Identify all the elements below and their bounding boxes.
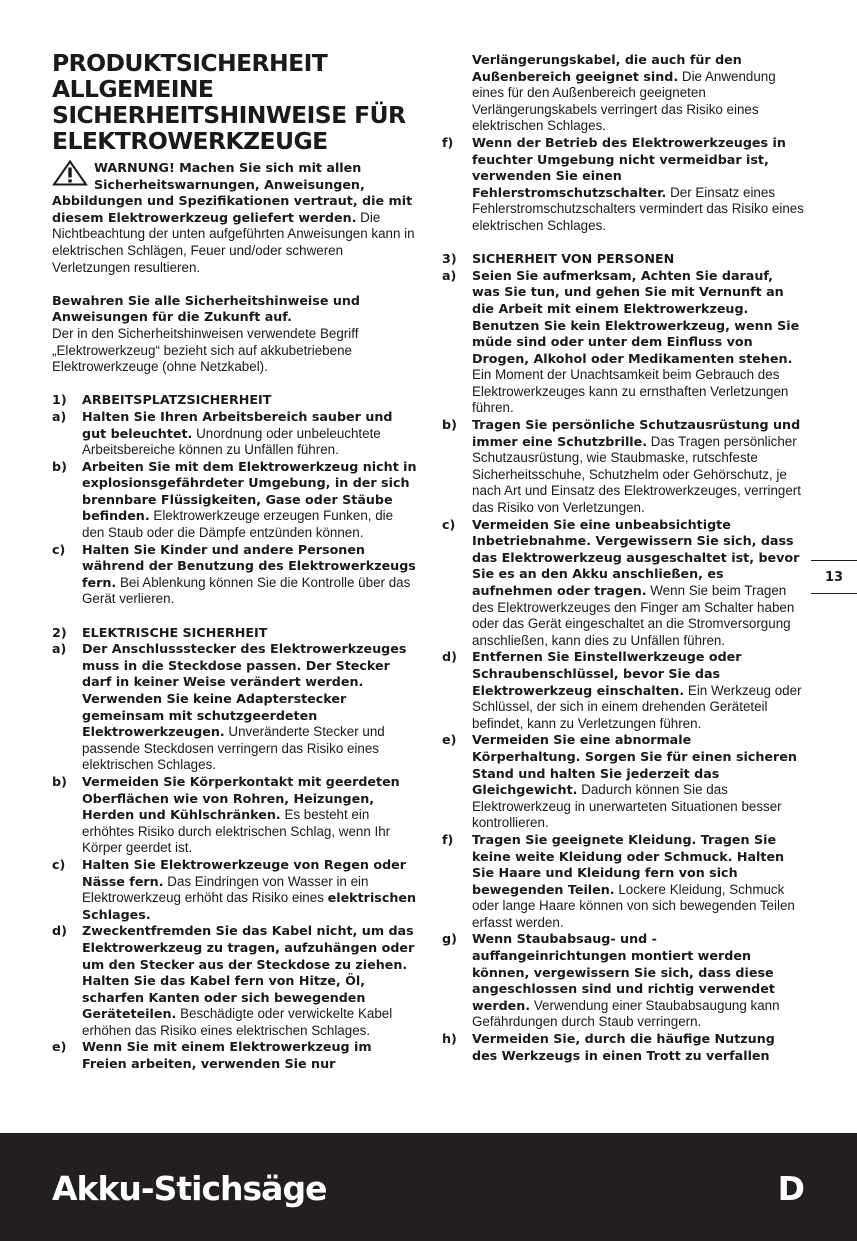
item-bold: Arbeiten Sie mit dem Elektrowerkzeug nicht in explosionsgefährdeter Umgebung, in der sich brennbare Flüssigkeiten, Gase oder Stäube befinden. <box>82 458 417 524</box>
section-number: 2) <box>52 624 67 640</box>
list-item <box>442 417 804 517</box>
item-bold: Wenn Sie mit einem Elektrowerkzeug im Freien arbeiten, verwenden Sie nur <box>82 1039 372 1072</box>
list-item <box>52 1039 418 1072</box>
item-bold: Tragen Sie geeignete Kleidung. Tragen Sie keine weite Kleidung oder Schmuck. Halten Sie Haare und Kleidung fern von sich bewegenden Teilen. <box>472 831 785 897</box>
item-text: Ein Werkzeug oder Schlüssel, der sich in einem drehenden Geräteteil befindet, kann zu Verletzungen führen. <box>472 682 802 731</box>
list-item <box>442 268 804 417</box>
section-title: ELEKTRISCHE SICHERHEIT <box>82 624 268 640</box>
item-bold: Halten Sie Elektrowerkzeuge von Regen oder Nässe fern. <box>82 856 407 889</box>
list-item <box>52 923 418 1039</box>
item-text: Die Anwendung eines für den Außenbereich geeigneten Verlängerungskabels verringert das Risiko eines elektrischen Schlages. <box>472 68 776 134</box>
keep-paragraph <box>52 293 418 376</box>
item-bold: Vermeiden Sie, durch die häufige Nutzung des Werkzeugs in einen Trott zu verfallen <box>472 1031 775 1063</box>
left-column <box>52 50 418 1073</box>
item-bold: Verlängerungskabel, die auch für den Außenbereich geeignet sind. <box>472 52 742 84</box>
item-text: Das Eindringen von Wasser in ein Elektrowerkzeug erhöht das Risiko eines <box>82 873 369 906</box>
list-item <box>442 517 804 650</box>
item-marker: f) <box>442 134 454 150</box>
item-bold: Wenn der Betrieb des Elektrowerkzeuges in feuchter Umgebung nicht vermeidbar ist, verwenden Sie einen Fehlerstromschutzschalter. <box>472 134 786 200</box>
item-text: Unveränderte Stecker und passende Steckdosen verringern das Risiko eines elektrischen Schlages. <box>82 724 385 773</box>
item-text: Ein Moment der Unachtsamkeit beim Gebrauch des Elektrowerkzeuges kann zu ernsthaften Verletzungen führen. <box>472 367 789 416</box>
page-number: 13 <box>811 560 857 594</box>
item-marker: e) <box>442 732 457 748</box>
keep-bold: Bewahren Sie alle Sicherheitshinweise und Anweisungen für die Zukunft auf. <box>52 292 361 325</box>
list-item <box>442 649 804 732</box>
page-title: PRODUKTSICHERHEIT ALLGEMEINE SICHERHEITSHINWEISE FÜR ELEKTROWERKZEUGE <box>52 49 406 155</box>
item-bold: Seien Sie aufmerksam, Achten Sie darauf, was Sie tun, und gehen Sie mit Vernunft an die Arbeit mit einem Elektrowerkzeug. Benutzen Sie kein Elektrowerkzeug, wenn Sie müde sind oder unter dem Einfluss von Drogen, Alkohol oder Medikamenten stehen. <box>472 267 800 366</box>
item-text: Dadurch können Sie das Elektrowerkzeug in unerwarteten Situationen besser kontrollieren. <box>472 782 782 831</box>
list-item <box>52 542 418 608</box>
item-text: Beschädigte oder verwickelte Kabel erhöhen das Risiko eines elektrischen Schlages. <box>82 1006 393 1038</box>
item-marker: c) <box>52 541 66 557</box>
item-marker: h) <box>442 1031 457 1047</box>
warning-triangle-icon <box>52 160 88 186</box>
item-bold-end: elektrischen Schlages. <box>82 890 417 922</box>
section-title: SICHERHEIT VON PERSONEN <box>472 251 675 267</box>
warning-paragraph <box>52 160 418 276</box>
item-marker: d) <box>52 923 67 939</box>
item-text: Der Einsatz eines Fehlerstromschutzschalters vermindert das Risiko eines elektrischen Schlages. <box>472 184 804 233</box>
item-marker: e) <box>52 1039 67 1055</box>
list-item <box>442 135 804 235</box>
item-text: Es besteht ein erhöhtes Risiko durch elektrischen Schlag, wenn Ihr Körper geerdet ist. <box>82 807 391 856</box>
footer-language-code: D <box>777 1169 805 1208</box>
section-number: 1) <box>52 392 67 408</box>
item-bold: Halten Sie Ihren Arbeitsbereich sauber und gut beleuchtet. <box>82 408 393 441</box>
item-marker: a) <box>442 267 457 283</box>
item-text: Verwendung einer Staubabsaugung kann Gefährdungen durch Staub verringern. <box>472 997 780 1030</box>
list-item <box>442 732 804 832</box>
list-item <box>442 1031 804 1064</box>
item-marker: a) <box>52 408 67 424</box>
section-number: 3) <box>442 251 457 267</box>
list-item <box>52 409 418 459</box>
section-heading-1 <box>52 392 418 409</box>
item-bold: Tragen Sie persönliche Schutzausrüstung und immer eine Schutzbrille. <box>472 417 801 449</box>
item-marker: g) <box>442 931 457 947</box>
warning-bold: WARNUNG! Machen Sie sich mit allen Sicherheitswarnungen, Anweisungen, Abbildungen und Spezifikationen vertraut, die mit diesem Elektrowerkzeug geliefert werden. <box>52 160 413 225</box>
item-bold: Halten Sie Kinder und andere Personen während der Benutzung des Elektrowerkzeugs fern. <box>82 541 416 590</box>
item-bold: Vermeiden Sie Körperkontakt mit geerdeten Oberflächen wie von Rohren, Heizungen, Herden und Kühlschränken. <box>82 773 400 823</box>
item-marker: c) <box>52 856 66 872</box>
footer-bar <box>0 1133 857 1241</box>
item-marker: a) <box>52 641 67 657</box>
item-bold: Wenn Staubabsaug- und -auffangeinrichtungen montiert werden können, vergewissern Sie sich, dass diese angeschlossen sind und richtig verwendet werden. <box>472 931 775 1013</box>
item-text: Unordnung oder unbeleuchtete Arbeitsbereiche können zu Unfällen führen. <box>82 425 381 458</box>
item-text: Das Tragen persönlicher Schutzausrüstung, wie Staubmaske, rutschfeste Sicherheitsschuhe, Schutzhelm oder Gehörschutz, je nach Art und Einsatz des Elektrowerkzeuges, verringert das Risiko von Verletzungen. <box>472 433 801 516</box>
item-marker: c) <box>442 516 456 532</box>
item-marker: f) <box>442 831 454 847</box>
item-text: Lockere Kleidung, Schmuck oder lange Haare können von sich bewegenden Teilen erfasst werden. <box>472 881 795 930</box>
item-bold: Zweckentfremden Sie das Kabel nicht, um das Elektrowerkzeug zu tragen, aufzuhängen oder um den Stecker aus der Steckdose zu ziehen. Halten Sie das Kabel fern von Hitze, Öl, scharfen Kanten oder sich bewegenden Geräteteilen. <box>82 923 415 1022</box>
item-marker: b) <box>52 458 67 474</box>
item-bold: Entfernen Sie Einstellwerkzeuge oder Schraubenschlüssel, bevor Sie das Elektrowerkzeug einschalten. <box>472 649 742 698</box>
item-marker: b) <box>442 417 457 433</box>
item-marker: b) <box>52 773 67 789</box>
item-bold: Vermeiden Sie eine unbeabsichtigte Inbetriebnahme. Vergewissern Sie sich, dass das Elektrowerkzeug ausgeschaltet ist, bevor Sie es an den Akku anschließen, es aufnehmen oder tragen. <box>472 516 800 598</box>
list-item <box>52 641 418 774</box>
item-text: Elektrowerkzeuge erzeugen Funken, die den Staub oder die Dämpfe entzünden können. <box>82 508 394 541</box>
footer-product-title: Akku-Stichsäge <box>52 1169 327 1208</box>
list-item-continuation <box>442 52 804 135</box>
keep-text: Der in den Sicherheitshinweisen verwendete Begriff „Elektrowerkzeug“ bezieht sich auf akkubetriebene Elektrowerkzeuge (ohne Netzkabel). <box>52 325 359 375</box>
list-item <box>52 459 418 542</box>
item-marker: d) <box>442 649 457 665</box>
section-title: ARBEITSPLATZSICHERHEIT <box>82 392 272 408</box>
list-item <box>52 774 418 857</box>
item-text: Wenn Sie beim Tragen des Elektrowerkzeuges den Finger am Schalter haben oder das Gerät eingeschaltet an die Stromversorgung anschließen, kann dies zu Unfällen führen. <box>472 583 795 648</box>
item-text: Bei Ablenkung können Sie die Kontrolle über das Gerät verlieren. <box>82 574 411 607</box>
right-column <box>442 52 804 1064</box>
section-heading-3 <box>442 251 804 268</box>
list-item <box>52 857 418 923</box>
list-item <box>442 832 804 932</box>
warning-text: Die Nichtbeachtung der unten aufgeführten Anweisungen kann in elektrischen Schlägen, Feuer und/oder schweren Verletzungen resultieren. <box>52 209 415 275</box>
section-heading-2 <box>52 625 418 642</box>
list-item <box>442 931 804 1031</box>
item-bold: Der Anschlussstecker des Elektrowerkzeuges muss in die Steckdose passen. Der Stecker darf in keiner Weise verändert werden. Verwenden Sie keine Adapterstecker gemeinsam mit schutzgeerdeten Elektrowerkzeugen. <box>82 641 407 740</box>
item-bold: Vermeiden Sie eine abnormale Körperhaltung. Sorgen Sie für einen sicheren Stand und halten Sie jederzeit das Gleichgewicht. <box>472 732 797 798</box>
